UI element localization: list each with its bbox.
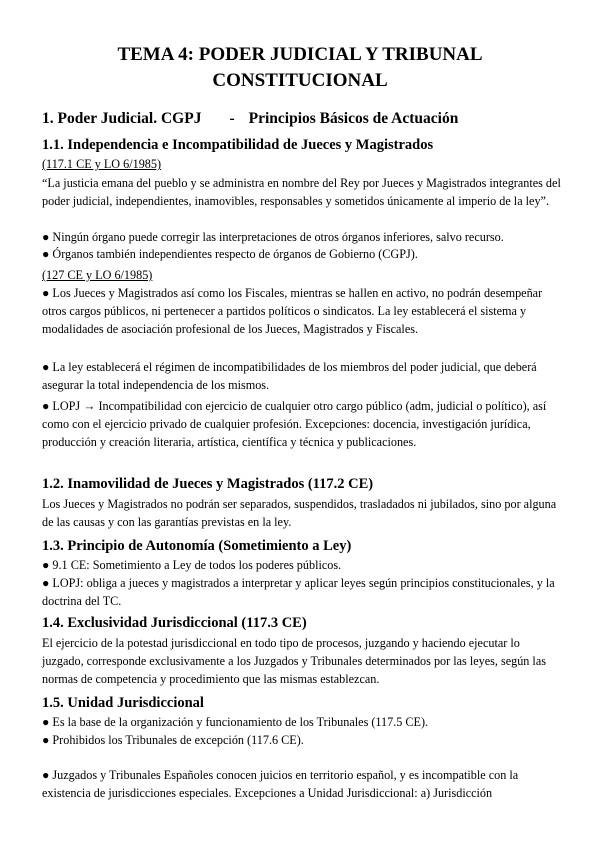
section-1-2-text: Los Jueces y Magistrados no podrán ser separados, suspendidos, trasladados ni jubilados, sino por alguna de las causas y con las garantías previstas en la ley. [42,497,557,530]
section-1-3-bullet-2: ● LOPJ: obliga a jueces y magistrados a interpretar y aplicar leyes según principios constitucionales, y la doctrina del TC. [42,576,555,609]
section-1-4-heading: 1.4. Exclusividad Jurisdiccional (117.3 CE) [42,615,307,631]
section-1-3-heading: 1.3. Principio de Autonomía (Sometimiento a Ley) [42,538,352,554]
section-1-5-heading: 1.5. Unidad Jurisdiccional [42,695,204,711]
section-1-title: 1. Poder Judicial. CGPJ [42,110,202,127]
section-1-5-bullet-1: ● Es la base de la organización y funcionamiento de los Tribunales (117.5 CE). [42,715,429,729]
section-1-separator: - [229,110,235,127]
section-1-1-bullet-3: ● Los Jueces y Magistrados así como los Fiscales, mientras se hallen en activo, no podrán desempeñar otros cargos públicos, ni pertenecer a partidos políticos o sindicatos. La ley establecerá el sistema y modalidades de asociación profesional de los Jueces, Magistrados y Fiscales. [42,286,543,337]
title-line-2: CONSTITUCIONAL [212,70,388,91]
section-1-3-bullet-1: ● 9.1 CE: Sometimiento a Ley de todos los poderes públicos. [42,558,342,572]
section-1-1-bullet-1: ● Ningún órgano puede corregir las interpretaciones de otros órganos inferiores, salvo recurso. [42,230,504,244]
section-1-1-bullet-2: ● Órganos también independientes respecto de órganos de Gobierno (CGPJ). [42,247,418,261]
title-line-1: TEMA 4: PODER JUDICIAL Y TRIBUNAL [117,44,483,65]
section-1-5-bullet-2: ● Prohibidos los Tribunales de excepción (117.6 CE). [42,733,304,747]
section-1-1-reference-1: (117.1 CE y LO 6/1985) [42,157,162,171]
section-1-1-bullet-4: ● La ley establecerá el régimen de incompatibilidades de los miembros del poder judicial, que deberá asegurar la total independencia de los mismos. [42,360,537,393]
section-1-subtitle: Principios Básicos de Actuación [248,110,459,127]
section-1-heading [42,110,458,128]
section-1-1-quote: “La justicia emana del pueblo y se administra en nombre del Rey por Jueces y Magistrados integrantes del poder judicial, independientes, inamovibles, responsables y sometidos únicamente al imperio de la ley”. [42,176,561,209]
section-1-1-heading: 1.1. Independencia e Incompatibilidad de Jueces y Magistrados [42,137,434,153]
section-1-2-heading: 1.2. Inamovilidad de Jueces y Magistrados (117.2 CE) [42,476,374,492]
page-title [0,42,600,94]
section-1-1-reference-2: (127 CE y LO 6/1985) [42,268,153,282]
section-1-4-text: El ejercicio de la potestad jurisdiccional en todo tipo de procesos, juzgando y haciendo ejecutar lo juzgado, corresponde exclusivamente a los Juzgados y Tribunales determinados por las leyes, según las normas de competencia y procedimiento que las mismas establezcan. [42,636,546,687]
section-1-5-bullet-3: ● Juzgados y Tribunales Españoles conocen juicios en territorio español, y es incompatible con la existencia de jurisdicciones especiales. Excepciones a Unidad Jurisdiccional: a) Jurisdicción [42,768,519,801]
section-1-1-bullet-5: ● LOPJ → Incompatibilidad con ejercicio de cualquier otro cargo público (adm, judicial o político), así como con el ejercicio privado de cualquier profesión. Excepciones: docencia, investigación jurídica, producción y creación literaria, artística, científica y técnica y publicaciones. [42,399,547,450]
